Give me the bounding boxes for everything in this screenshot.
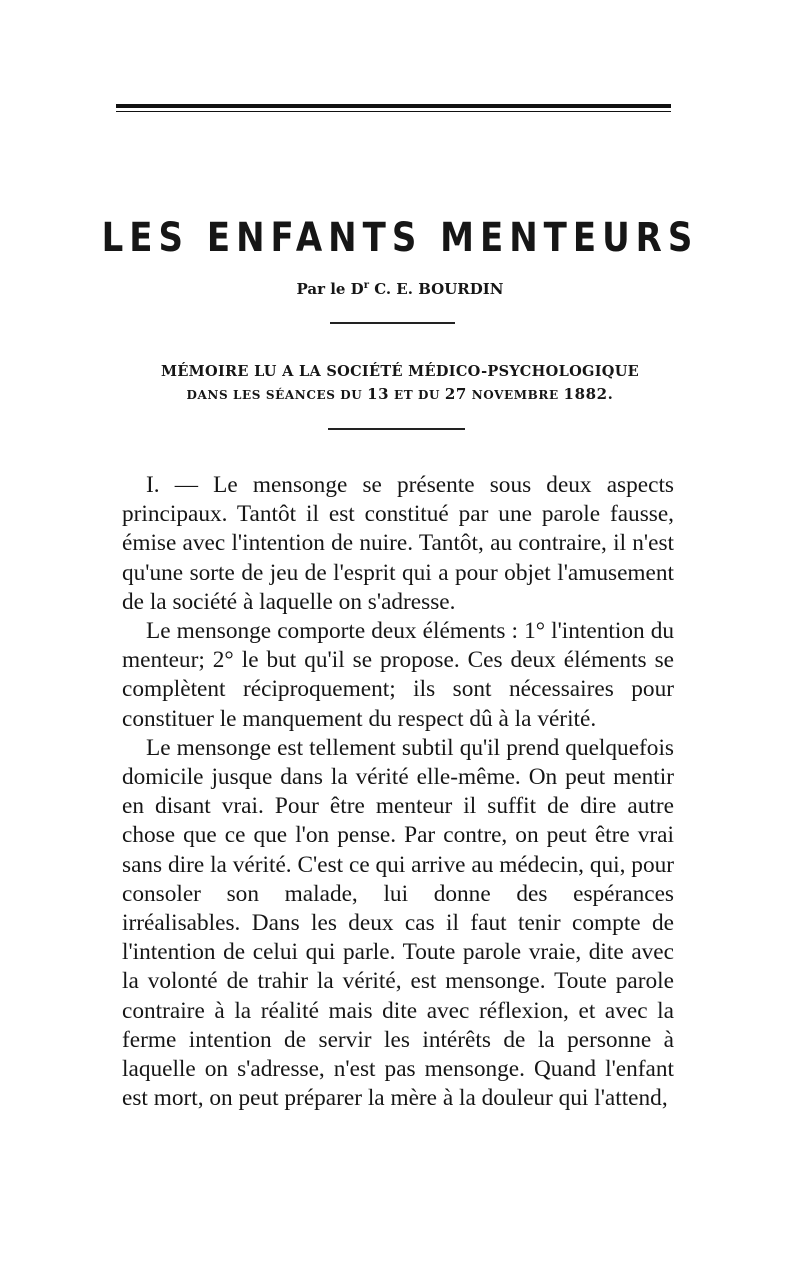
body-text (122, 471, 674, 1113)
seances-year: 1882. (563, 385, 614, 403)
header-rule-thin (116, 111, 671, 112)
seances-text-c: NOVEMBRE (466, 388, 564, 402)
byline-prefix: Par le D (296, 280, 364, 298)
article-title: LES ENFANTS MENTEURS (101, 214, 699, 262)
seances-date-2: 27 (444, 385, 467, 403)
seances-text-a: DANS LES SÉANCES DU (186, 388, 368, 402)
subtitle-separator-rule (328, 428, 465, 430)
paragraph-1: I. — Le mensonge se présente sous deux aspects principaux. Tantôt il est constitué par une parole fausse, émise avec l'intention de nuire. Tantôt, au contraire, il n'est qu'une sorte de jeu de l'esprit qui a pour objet l'amusement de la société à laquelle on s'adresse. (122, 472, 674, 615)
byline-author: C. E. BOURDIN (368, 280, 504, 298)
title-separator-rule (330, 322, 455, 324)
seances-subtitle (100, 384, 700, 405)
author-byline (100, 276, 700, 299)
byline-superscript: r (363, 280, 369, 291)
paragraph-3: Le mensonge est tellement subtil qu'il prend quelquefois domicile jusque dans la vérité elle-même. On peut mentir en disant vrai. Pour être menteur il suffit de dire autre chose que ce que l'on pense. Par contre, on peut être vrai sans dire la vérité. C'est ce qui arrive au médecin, qui, pour consoler son malade, lui donne des espérances irréalisables. Dans les deux cas il faut tenir compte de l'intention de celui qui parle. Toute parole vraie, dite avec la volonté de trahir la vérité, est mensonge. Toute parole contraire à la réalité mais dite avec réflexion, et avec la ferme intention de servir les intérêts de la personne à laquelle on s'adresse, n'est pas mensonge. Quand l'enfant est mort, on peut préparer la mère à la douleur qui l'attend, (122, 734, 674, 1112)
seances-date-1: 13 (367, 385, 390, 403)
seances-text-b: ET DU (389, 388, 445, 402)
paragraph-2: Le mensonge comporte deux éléments : 1° l'intention du menteur; 2° le but qu'il se propose. Ces deux éléments se complètent réciproquement; ils sont nécessaires pour constituer le manquement du respect dû à la vérité. (122, 618, 674, 732)
header-rule-thick (116, 104, 671, 108)
memoire-subtitle: MÉMOIRE LU A LA SOCIÉTÉ MÉDICO-PSYCHOLOGIQUE (160, 363, 639, 380)
